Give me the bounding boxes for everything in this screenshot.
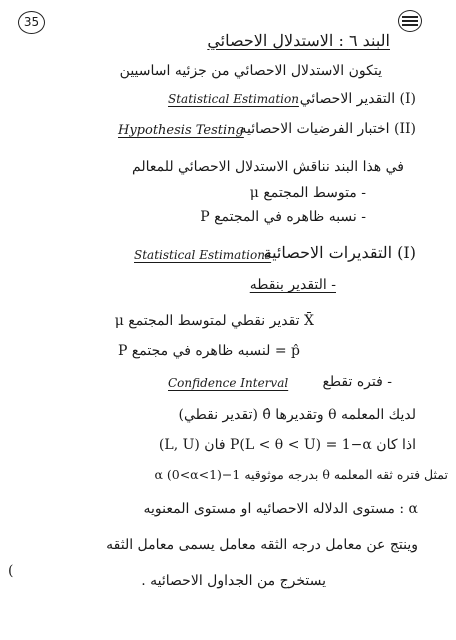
section1-arabic: (I) التقديرات الاحصائية (263, 243, 416, 262)
tables-line: يستخرج من الجداول الاحصائيه . (141, 573, 326, 589)
point-proportion-estimate: p̂ = لنسبه ظاهره في مجتمع P (117, 343, 300, 359)
parameter-line: لديك المعلمه θ وتقديرها θ̂ (تقدير نقطي) (178, 407, 416, 423)
section1-english: Statistical Estimations (134, 248, 272, 262)
heading: البند ٦ : الاستدلال الاحصائي (207, 31, 390, 50)
sub-interval-arabic: - فتره تقطع (322, 374, 392, 390)
point-mean-estimate: X̄ تقدير نقطي لمتوسط المجتمع μ (114, 313, 314, 329)
margin-mark: ( (8, 563, 14, 579)
bullet-mean: - متوسط المجتمع μ (249, 185, 366, 201)
confidence-interval-line: تمثل فتره ثقه المعلمه θ بدرجه موثوقيه 1−α (0<α<1) (154, 467, 448, 482)
sub-point-estimate: - التقدير بنقطه (249, 277, 336, 293)
item1-arabic: (I) التقدير الاحصائي (299, 91, 416, 107)
item2-english: Hypothesis Testing (118, 123, 244, 138)
scope-line: في هذا البند نناقش الاستدلال الاحصائي للمعالم (132, 159, 404, 175)
item2-arabic: (II) اختبار الفرضيات الاحصائيه (239, 121, 416, 137)
intro-line: يتكون الاستدلال الاحصائي من جزئيه اساسيين (119, 63, 382, 79)
scribble-mark-icon (398, 10, 422, 32)
significance-line: α : مستوى الدلاله الاحصائيه او مستوى المعنويه (143, 501, 418, 517)
coefficient-line: وينتج عن معامل درجه الثقه معامل يسمى معامل الثقه (106, 537, 418, 553)
item1-english: Statistical Estimation (168, 92, 299, 106)
bullet-proportion: - نسبه ظاهره في المجتمع P (200, 209, 366, 225)
page-number: 35 (18, 11, 45, 34)
probability-line: اذا كان P(L < θ < U) = 1−α فان (L, U) (158, 437, 416, 453)
sub-interval-english: Confidence Interval (168, 376, 289, 390)
